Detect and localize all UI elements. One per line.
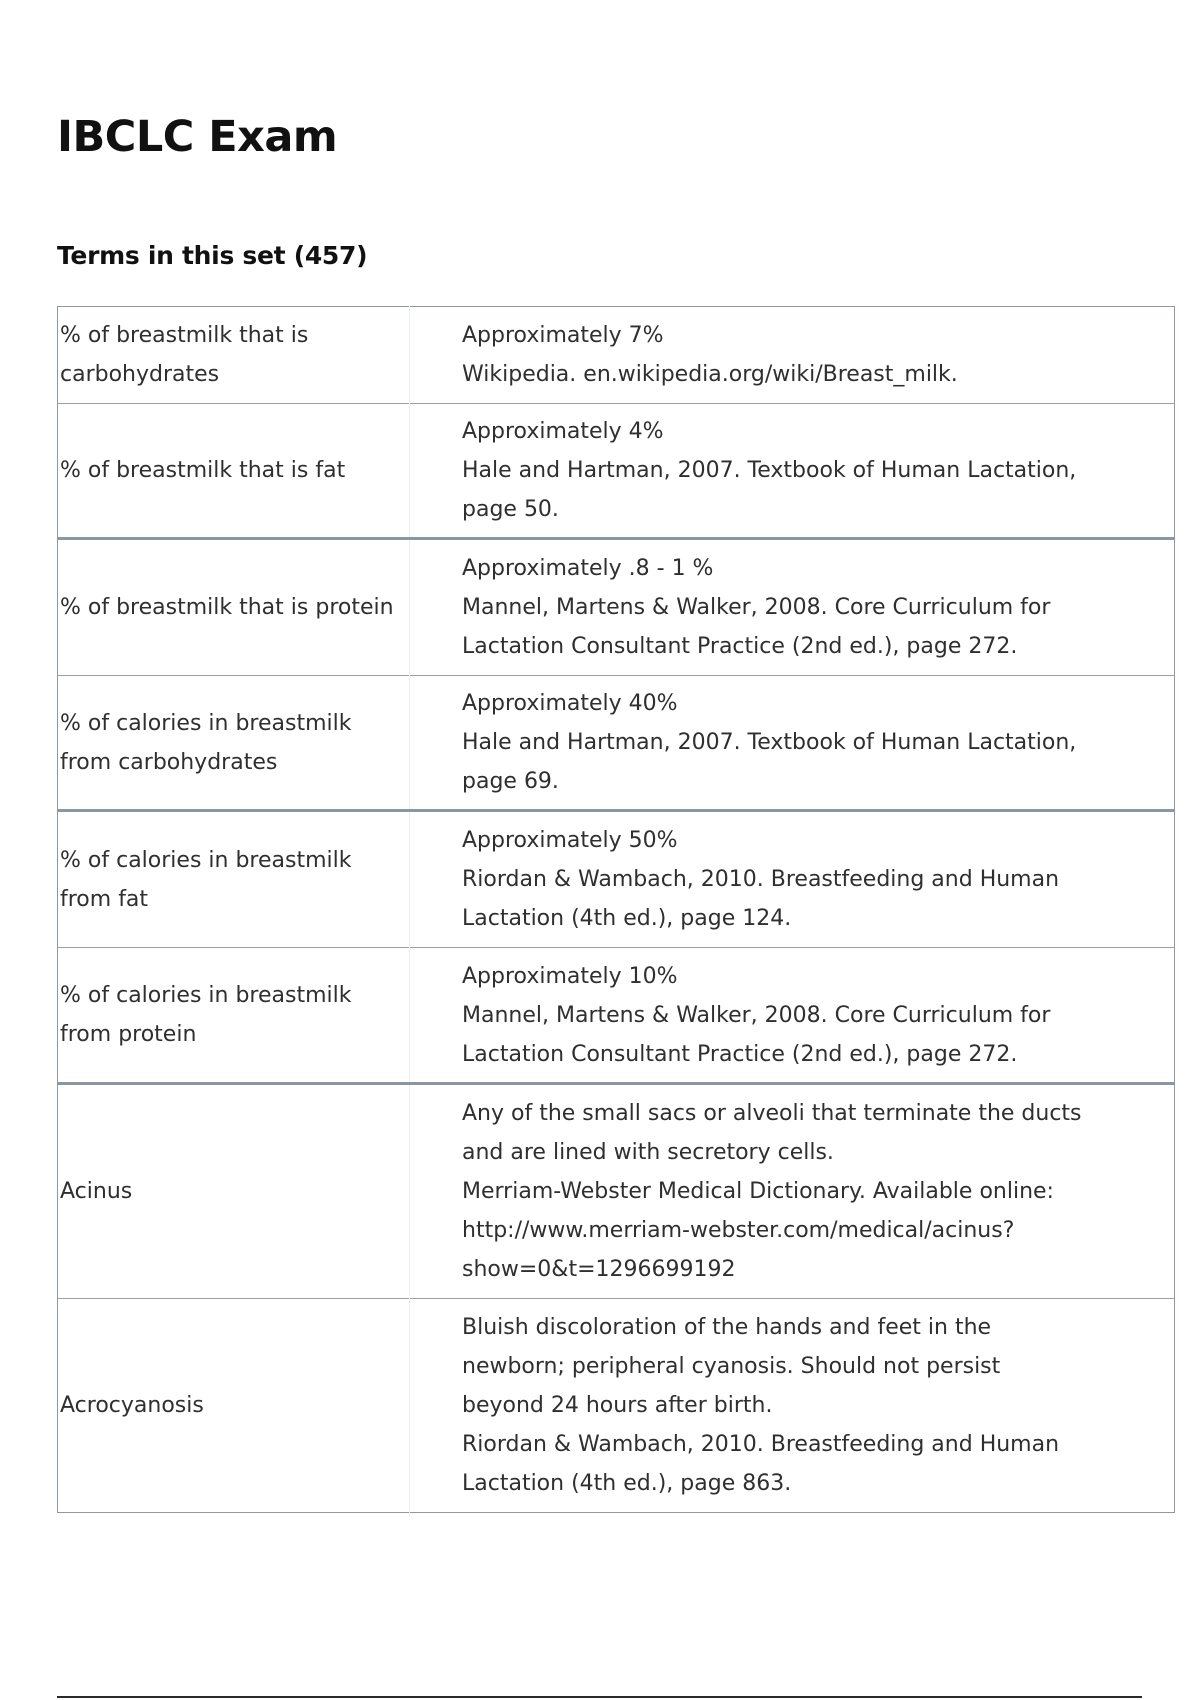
term-cell: % of breastmilk that is fat [58,404,410,539]
definition-line: Any of the small sacs or alveoli that terminate the ducts [462,1101,1082,1126]
definition-line: page 69. [462,769,559,794]
definition-line: Lactation (4th ed.), page 124. [462,906,792,931]
term-cell: % of calories in breastmilk from fat [58,811,410,948]
definition-line: Lactation Consultant Practice (2nd ed.), page 272. [462,634,1018,659]
definition-line: Approximately 10% [462,963,678,989]
definition-line: Riordan & Wambach, 2010. Breastfeeding and Human [462,867,1060,892]
term-cell: % of calories in breastmilk from carbohydrates [58,676,410,811]
definition-cell [410,539,1175,676]
definition-line: Approximately .8 - 1 % [462,556,714,581]
table-row [58,1299,1175,1513]
table-row [58,307,1175,404]
definition-cell [410,1299,1175,1513]
table-row [58,811,1175,948]
definition-line: show=0&t=1296699192 [462,1257,736,1282]
definition-line: Approximately 40% [462,691,678,716]
definition-line: Mannel, Martens & Walker, 2008. Core Curriculum for [462,595,1051,620]
term-cell: Acrocyanosis [58,1299,410,1513]
definition-line: and are lined with secretory cells. [462,1140,834,1165]
table-row [58,1084,1175,1299]
definition-cell [410,948,1175,1084]
definition-line: Mannel, Martens & Walker, 2008. Core Curriculum for [462,1002,1051,1028]
definition-cell [410,404,1175,539]
terms-table [57,306,1175,1513]
definition-line: Lactation Consultant Practice (2nd ed.), page 272. [462,1041,1018,1067]
table-row [58,676,1175,811]
definition-line: Lactation (4th ed.), page 863. [462,1471,792,1496]
definition-cell [410,811,1175,948]
definition-line: Approximately 7% [462,323,664,348]
term-cell: % of breastmilk that is protein [58,539,410,676]
definition-line: beyond 24 hours after birth. [462,1393,773,1418]
term-cell: Acinus [58,1084,410,1299]
definition-cell [410,676,1175,811]
page-title: IBCLC Exam [57,112,338,162]
term-cell: % of breastmilk that is carbohydrates [58,307,410,404]
definition-line: Merriam-Webster Medical Dictionary. Available online: [462,1179,1054,1204]
definition-cell [410,307,1175,404]
definition-line: Approximately 4% [462,419,664,444]
table-row [58,539,1175,676]
definition-line: Hale and Hartman, 2007. Textbook of Human Lactation, [462,458,1077,483]
definition-line: http://www.merriam-webster.com/medical/acinus? [462,1218,1015,1243]
bottom-divider [57,1696,1142,1698]
terms-count-heading: Terms in this set (457) [57,241,368,270]
term-cell: % of calories in breastmilk from protein [58,948,410,1084]
definition-cell [410,1084,1175,1299]
definition-line: Riordan & Wambach, 2010. Breastfeeding and Human [462,1432,1060,1457]
definition-line: Hale and Hartman, 2007. Textbook of Human Lactation, [462,730,1077,755]
definition-line: Bluish discoloration of the hands and feet in the [462,1315,992,1340]
definition-line: Approximately 50% [462,828,678,853]
table-row [58,404,1175,539]
definition-line: Wikipedia. en.wikipedia.org/wiki/Breast_milk. [462,362,958,387]
definition-line: newborn; peripheral cyanosis. Should not persist [462,1354,1001,1379]
table-row [58,948,1175,1084]
definition-line: page 50. [462,497,559,522]
